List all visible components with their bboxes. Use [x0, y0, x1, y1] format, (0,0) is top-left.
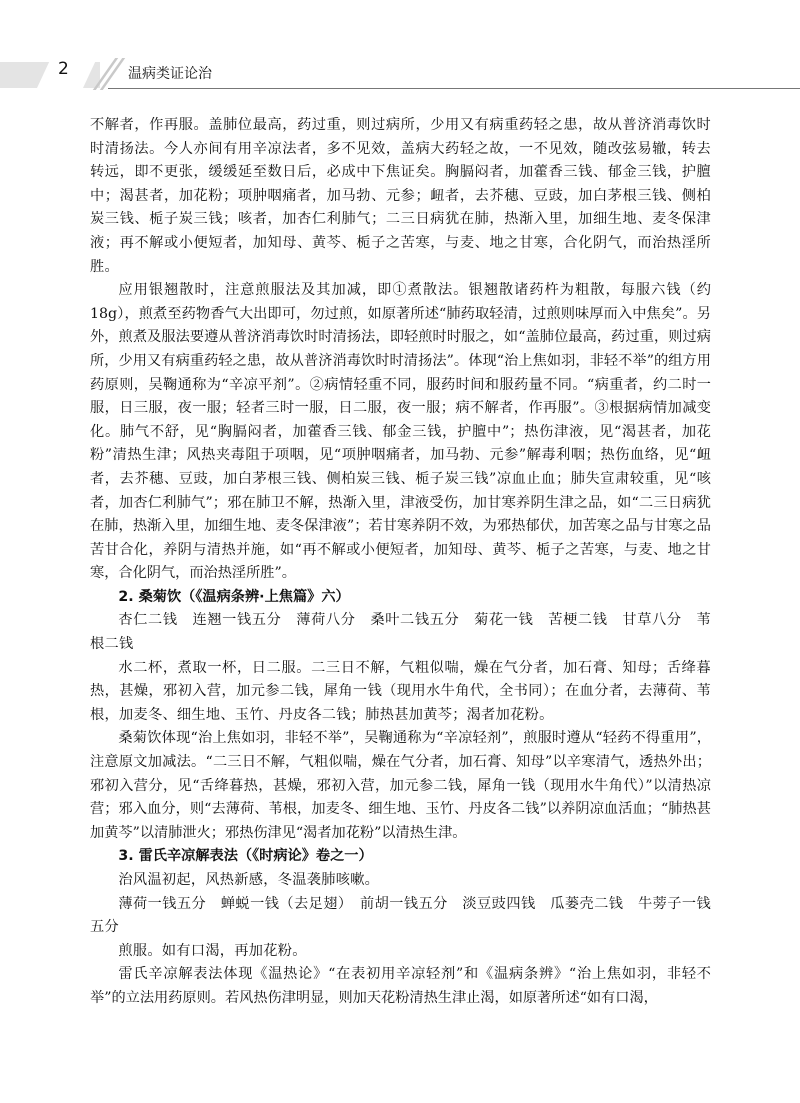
header-rule	[108, 88, 800, 89]
page-header	[0, 56, 800, 90]
paragraph-leishi-commentary: 雷氏辛凉解表法体现《温热论》“在表初用辛凉轻剂”和《温病条辨》“治上焦如羽，非轻不举”的立法用药原则。若风热伤津明显，则加天花粉清热生津止渴，如原著所述“如有口渴，	[90, 966, 711, 1006]
section-heading-leishi: 3. 雷氏辛凉解表法（《时病论》卷之一）	[118, 848, 373, 865]
paragraph-sangju-commentary: 桑菊饮体现“治上焦如羽，非轻不举”，吴鞠通称为“辛凉轻剂”，煎服时遵从“轻药不得重用”，注意原文加减法。“二三日不解，气粗似喘，燥在气分者，加石膏、知母”以辛寒清气，透热外出；邪初入营分，见“舌绛暮热，甚燥，邪初入营，加元参二钱，犀角一钱（现用水牛角代）”以清热凉营；邪入血分，则“去薄荷、苇根，加麦冬、细生地、玉竹、丹皮各二钱”以养阴凉血活血；“肺热甚加黄芩”以清肺泄火；邪热伤津见“渴者加花粉”以清热生津。	[90, 730, 711, 841]
paragraph-yinqiao-quote: 不解者，作再服。盖肺位最高，药过重，则过病所，少用又有病重药轻之患，故从普济消毒饮时时清扬法。今人亦间有用辛凉法者，多不见效，盖病大药轻之故，一不见效，随改弦易辙，转去转远，即不更张，缓缓延至数日后，必成中下焦证矣。胸膈闷者，加藿香三钱、郁金三钱，护膻中；渴甚者，加花粉；项肿咽痛者，加马勃、元参；衄者，去芥穗、豆豉，加白茅根三钱、侧柏炭三钱、栀子炭三钱；咳者，加杏仁利肺气；二三日病犹在肺，热渐入里，加细生地、麦冬保津液；再不解或小便短者，加知母、黄芩、栀子之苦寒，与麦、地之甘寒，合化阴气，而治热淫所胜。	[90, 117, 711, 275]
page-number: 2	[58, 59, 69, 79]
formula-leishi-indication: 治风温初起，风热新感，冬温袭肺咳嗽。	[118, 872, 380, 888]
page-body	[90, 114, 711, 1011]
formula-sangju-ingredients: 杏仁二钱 连翘一钱五分 薄荷八分 桑叶二钱五分 菊花一钱 苦梗二钱 甘草八分 苇根二钱	[90, 612, 711, 653]
formula-sangju-directions: 水二杯，煮取一杯，日二服。二三日不解，气粗似喘，燥在气分者，加石膏、知母；舌绛暮热，甚燥，邪初入营，加元参二钱，犀角一钱（现用水牛角代，全书同）；在血分者，去薄荷、苇根，加麦冬、细生地、玉竹、丹皮各二钱；肺热甚加黄芩；渴者加花粉。	[90, 659, 711, 723]
book-title: 温病类证论治	[128, 66, 212, 82]
formula-leishi-directions: 煎服。如有口渴，再加花粉。	[118, 942, 307, 959]
paragraph-yinqiao-commentary: 应用银翘散时，注意煎服法及其加减，即①煮散法。银翘散诸药杵为粗散，每服六钱（约18g），煎煮至药物香气大出即可，勿过煎，如原著所述“肺药取轻清，过煎则味厚而入中焦矣”。另外，煎煮及服法要遵从普济消毒饮时时清扬法，即轻煎时时服之，如“盖肺位最高，药过重，则过病所，少用又有病重药轻之患，故从普济消毒饮时时清扬法”。体现“治上焦如羽，非轻不举”的组方用药原则，吴鞠通称为“辛凉平剂”。②病情轻重不同，服药时间和服药量不同。“病重者，约二时一服，日三服，夜一服；轻者三时一服，日二服，夜一服；病不解者，作再服”。③根据病情加减变化。肺气不舒，见“胸膈闷者，加藿香三钱、郁金三钱，护膻中”；热伤津液，见“渴甚者，加花粉”清热生津；风热夹毒阻于项咽，见“项肿咽痛者，加马勃、元参”解毒利咽；热伤血络，见“衄者，去芥穗、豆豉，加白茅根三钱、侧柏炭三钱、栀子炭三钱”凉血止血；肺失宣肃较重，见“咳者，加杏仁利肺气”；邪在肺卫不解，热渐入里，津液受伤，加甘寒养阴生津之品，如“二三日病犹在肺，热渐入里，加细生地、麦冬保津液”；若甘寒养阴不效，为邪热郁伏，加苦寒之品与甘寒之品苦甘合化，养阴与清热并施，如“再不解或小便短者，加知母、黄芩、栀子之苦寒，与麦、地之甘寒，合化阴气，而治热淫所胜”。	[90, 282, 711, 582]
formula-leishi-ingredients: 薄荷一钱五分 蝉蜕一钱（去足翅） 前胡一钱五分 淡豆豉四钱 瓜蒌壳二钱 牛蒡子一钱五分	[90, 895, 711, 936]
section-heading-sangju: 2. 桑菊饮（《温病条辨·上焦篇》六）	[118, 588, 350, 605]
